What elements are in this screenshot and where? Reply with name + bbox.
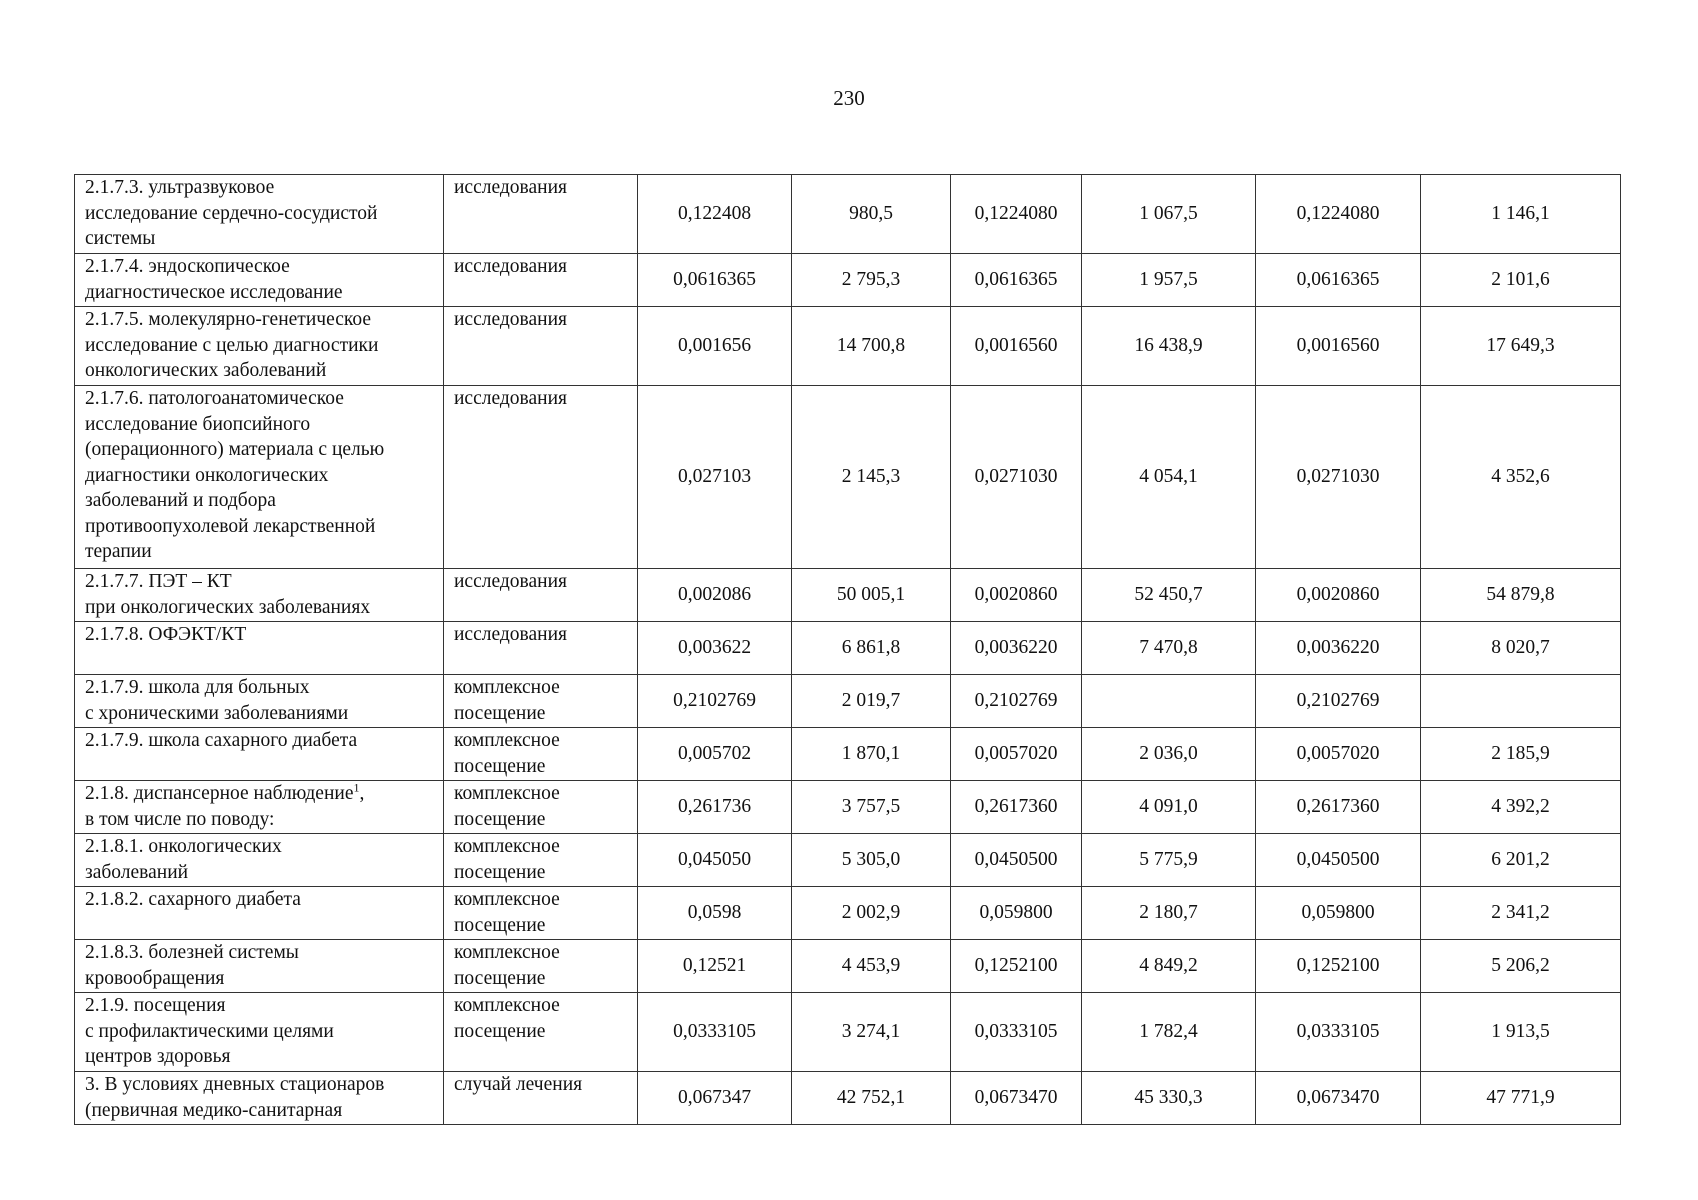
table-row: [75, 386, 1621, 569]
value-cell: 0,122408: [638, 175, 792, 254]
row-unit-cell: [444, 307, 638, 386]
value-cell: 0,027103: [638, 386, 792, 569]
value-cell: 0,045050: [638, 834, 792, 887]
row-unit: исследования: [454, 624, 567, 645]
row-name: 2.1.7.6. патологоанатомическое исследование биопсийного (операционного) материала с целью диагностики онкологических заболеваний и подбора противоопухолевой лекарственной терапии: [85, 388, 385, 562]
table-row: [75, 622, 1621, 675]
table-row: [75, 1072, 1621, 1125]
value-cell: 4 352,6: [1421, 386, 1621, 569]
value-cell: 0,0450500: [1256, 834, 1421, 887]
table-row: [75, 993, 1621, 1072]
value-cell: 0,1252100: [1256, 940, 1421, 993]
value-cell: 0,001656: [638, 307, 792, 386]
row-name-cell: [75, 569, 444, 622]
row-unit: исследования: [454, 177, 567, 198]
value-cell: 2 795,3: [792, 254, 951, 307]
row-unit-cell: [444, 386, 638, 569]
value-cell: 5 206,2: [1421, 940, 1621, 993]
row-name: 2.1.7.7. ПЭТ – КТ при онкологических заболеваниях: [85, 571, 371, 618]
row-name: 2.1.7.4. эндоскопическое диагностическое исследование: [85, 256, 343, 303]
value-cell: 0,0057020: [951, 728, 1082, 781]
row-unit: комплексное посещение: [454, 730, 560, 777]
row-unit: исследования: [454, 571, 567, 592]
value-cell: 0,0673470: [1256, 1072, 1421, 1125]
value-cell: [1082, 675, 1256, 728]
value-cell: 17 649,3: [1421, 307, 1621, 386]
value-cell: 3 757,5: [792, 781, 951, 834]
value-cell: 0,0333105: [951, 993, 1082, 1072]
value-cell: 7 470,8: [1082, 622, 1256, 675]
row-unit-cell: [444, 675, 638, 728]
value-cell: 0,0616365: [951, 254, 1082, 307]
value-cell: 2 101,6: [1421, 254, 1621, 307]
value-cell: 1 870,1: [792, 728, 951, 781]
row-unit: исследования: [454, 309, 567, 330]
value-cell: 5 775,9: [1082, 834, 1256, 887]
row-unit: исследования: [454, 388, 567, 409]
row-unit-cell: [444, 781, 638, 834]
row-unit-cell: [444, 993, 638, 1072]
value-cell: 0,1224080: [1256, 175, 1421, 254]
value-cell: 0,2102769: [1256, 675, 1421, 728]
value-cell: 2 036,0: [1082, 728, 1256, 781]
value-cell: 0,002086: [638, 569, 792, 622]
value-cell: 2 145,3: [792, 386, 951, 569]
value-cell: 1 913,5: [1421, 993, 1621, 1072]
row-name: 3. В условиях дневных стационаров (первичная медико-санитарная: [85, 1074, 385, 1121]
value-cell: 0,0333105: [1256, 993, 1421, 1072]
row-name: 2.1.8.3. болезней системы кровообращения: [85, 942, 299, 989]
row-unit-cell: [444, 175, 638, 254]
table-row: [75, 781, 1621, 834]
value-cell: 0,0271030: [1256, 386, 1421, 569]
value-cell: 0,0616365: [638, 254, 792, 307]
value-cell: 16 438,9: [1082, 307, 1256, 386]
row-name-cell: [75, 307, 444, 386]
row-name-cell: [75, 781, 444, 834]
table-row: [75, 175, 1621, 254]
value-cell: [1421, 675, 1621, 728]
row-name-cell: [75, 386, 444, 569]
value-cell: 4 091,0: [1082, 781, 1256, 834]
value-cell: 0,0020860: [951, 569, 1082, 622]
row-name: 2.1.7.5. молекулярно-генетическое исследование с целью диагностики онкологических заболеваний: [85, 309, 379, 381]
table-row: [75, 940, 1621, 993]
row-name: 2.1.7.9. школа для больных с хроническими заболеваниями: [85, 677, 349, 724]
value-cell: 6 861,8: [792, 622, 951, 675]
table-row: [75, 675, 1621, 728]
value-cell: 4 054,1: [1082, 386, 1256, 569]
table-row: [75, 728, 1621, 781]
value-cell: 2 180,7: [1082, 887, 1256, 940]
value-cell: 0,0450500: [951, 834, 1082, 887]
row-name-cell: [75, 940, 444, 993]
value-cell: 0,2617360: [1256, 781, 1421, 834]
row-unit: комплексное посещение: [454, 942, 560, 989]
value-cell: 2 002,9: [792, 887, 951, 940]
table-row: [75, 834, 1621, 887]
value-cell: 5 305,0: [792, 834, 951, 887]
row-unit: комплексное посещение: [454, 783, 560, 830]
row-name: 2.1.8.2. сахарного диабета: [85, 889, 301, 910]
row-unit-cell: [444, 1072, 638, 1125]
value-cell: 47 771,9: [1421, 1072, 1621, 1125]
value-cell: 0,2617360: [951, 781, 1082, 834]
value-cell: 1 067,5: [1082, 175, 1256, 254]
value-cell: 0,0598: [638, 887, 792, 940]
value-cell: 0,0271030: [951, 386, 1082, 569]
value-cell: 0,0057020: [1256, 728, 1421, 781]
row-unit-cell: [444, 887, 638, 940]
value-cell: 2 341,2: [1421, 887, 1621, 940]
row-unit: комплексное посещение: [454, 995, 560, 1042]
financing-norms-table: [74, 174, 1621, 1125]
value-cell: 0,0020860: [1256, 569, 1421, 622]
row-unit-cell: [444, 940, 638, 993]
value-cell: 0,1224080: [951, 175, 1082, 254]
row-name: 2.1.9. посещения с профилактическими целями центров здоровья: [85, 995, 334, 1067]
value-cell: 4 453,9: [792, 940, 951, 993]
value-cell: 4 849,2: [1082, 940, 1256, 993]
value-cell: 0,0673470: [951, 1072, 1082, 1125]
footnote-marker: 1: [353, 780, 360, 795]
row-unit: исследования: [454, 256, 567, 277]
row-name: 2.1.7.3. ультразвуковое исследование сердечно-сосудистой системы: [85, 177, 378, 249]
value-cell: 0,003622: [638, 622, 792, 675]
value-cell: 0,0016560: [951, 307, 1082, 386]
table-body: [75, 175, 1621, 1125]
value-cell: 0,0036220: [1256, 622, 1421, 675]
value-cell: 42 752,1: [792, 1072, 951, 1125]
row-unit: случай лечения: [454, 1074, 583, 1095]
row-name: 2.1.7.9. школа сахарного диабета: [85, 730, 358, 751]
row-name-cell: [75, 993, 444, 1072]
value-cell: 0,261736: [638, 781, 792, 834]
value-cell: 2 019,7: [792, 675, 951, 728]
row-name: 2.1.7.8. ОФЭКТ/КТ: [85, 624, 247, 645]
value-cell: 8 020,7: [1421, 622, 1621, 675]
value-cell: 0,005702: [638, 728, 792, 781]
value-cell: 50 005,1: [792, 569, 951, 622]
value-cell: 1 782,4: [1082, 993, 1256, 1072]
value-cell: 54 879,8: [1421, 569, 1621, 622]
row-name-cell: [75, 887, 444, 940]
table-row: [75, 887, 1621, 940]
value-cell: 0,059800: [1256, 887, 1421, 940]
value-cell: 3 274,1: [792, 993, 951, 1072]
value-cell: 0,0616365: [1256, 254, 1421, 307]
value-cell: 6 201,2: [1421, 834, 1621, 887]
row-name: 2.1.8. диспансерное наблюдение: [85, 783, 354, 804]
table-row: [75, 254, 1621, 307]
row-name-cell: [75, 728, 444, 781]
row-name-cell: [75, 622, 444, 675]
row-name-continuation: , в том числе по поводу:: [85, 783, 365, 830]
value-cell: 14 700,8: [792, 307, 951, 386]
value-cell: 0,2102769: [951, 675, 1082, 728]
page-number: 230: [833, 86, 865, 110]
value-cell: 45 330,3: [1082, 1072, 1256, 1125]
row-unit-cell: [444, 728, 638, 781]
value-cell: 1 146,1: [1421, 175, 1621, 254]
row-name-cell: [75, 254, 444, 307]
row-name-cell: [75, 175, 444, 254]
value-cell: 1 957,5: [1082, 254, 1256, 307]
value-cell: 2 185,9: [1421, 728, 1621, 781]
value-cell: 980,5: [792, 175, 951, 254]
value-cell: 52 450,7: [1082, 569, 1256, 622]
value-cell: 0,12521: [638, 940, 792, 993]
row-unit-cell: [444, 569, 638, 622]
value-cell: 0,2102769: [638, 675, 792, 728]
row-unit-cell: [444, 254, 638, 307]
value-cell: 4 392,2: [1421, 781, 1621, 834]
row-unit-cell: [444, 622, 638, 675]
value-cell: 0,0333105: [638, 993, 792, 1072]
row-unit: комплексное посещение: [454, 889, 560, 936]
row-name-cell: [75, 675, 444, 728]
row-unit-cell: [444, 834, 638, 887]
value-cell: 0,0036220: [951, 622, 1082, 675]
value-cell: 0,067347: [638, 1072, 792, 1125]
value-cell: 0,1252100: [951, 940, 1082, 993]
value-cell: 0,059800: [951, 887, 1082, 940]
row-unit: комплексное посещение: [454, 836, 560, 883]
value-cell: 0,0016560: [1256, 307, 1421, 386]
row-name-cell: [75, 1072, 444, 1125]
table-row: [75, 307, 1621, 386]
row-name-cell: [75, 834, 444, 887]
table-row: [75, 569, 1621, 622]
row-name: 2.1.8.1. онкологических заболеваний: [85, 836, 282, 883]
row-unit: комплексное посещение: [454, 677, 560, 724]
